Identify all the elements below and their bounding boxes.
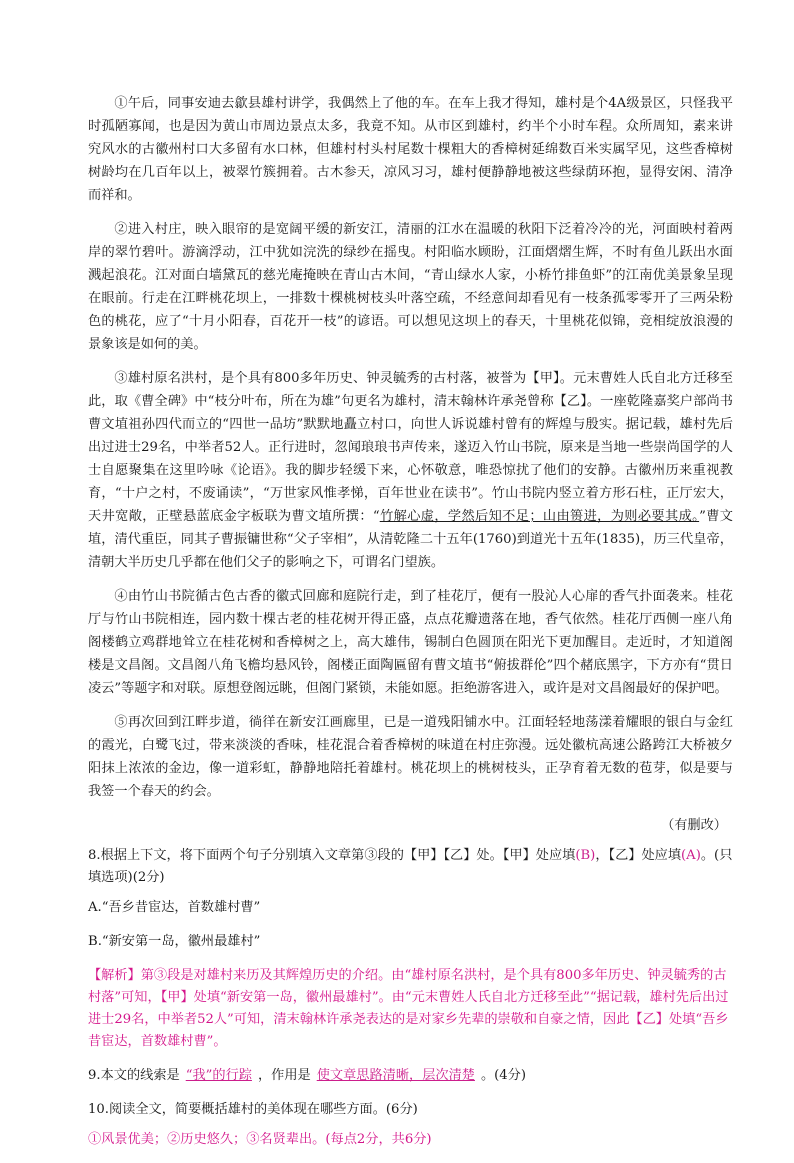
q9-answer-effect: 使文章思路清晰，层次清楚 (316, 1068, 475, 1083)
q8-stem-b: ，【乙】处应填 (595, 848, 682, 863)
q8-option-b: B.“新安第一岛，徽州最雄村” (88, 934, 261, 949)
question-8 (88, 845, 733, 889)
q8-answer-jia: (B) (575, 848, 596, 863)
paragraph-1: ①午后，同事安迪去歙县雄村讲学，我偶然上了他的车。在车上我才得知，雄村是个4A级景区，只怪我平时孤陋寡闻，也是因为黄山市周边景点太多，我竟不知。从市区到雄村，约半个小时车程。众所周知，素来讲究风水的古徽州村口大多留有水口林，但雄村村头村尾数十棵粗大的香樟树延绵数百米实属罕见，这些香樟树树龄均在几百年以上，被翠竹簇拥着。古木参天，凉风习习，雄村便静静地被这些绿荫环抱，显得安闲、清净而祥和。 (88, 96, 733, 203)
paragraph-3-part-a: ③雄村原名洪村，是个具有800多年历史、钟灵毓秀的古村落，被誉为【甲】。元末曹姓人氏自北方迁移至此，取《曹全碑》中“枝分叶布，所在为雄”句更名为雄村，清末翰林许承尧曾称【乙】。一座乾隆嘉奖户部尚书曹文埴祖孙四代而立的“四世一品坊”默默地矗立村口，向世人诉说雄村曾有的辉煌与殷实。据记载，雄村先后出过进士29名，中举者52人。正行进时，忽闻琅琅书声传来，遂迈入竹山书院，原来是当地一些崇尚国学的人士自愿聚集在这里吟咏《论语》。我的脚步轻缓下来，心怀敬意，唯恐惊扰了他们的安静。古徽州历来重视教育，“十户之村，不废诵读”，“万世家风惟孝悌，百年世业在读书”。竹山书院内竖立着方形石柱，正厅宏大，天井宽敞，正壁悬蓝底金字板联为曹文埴所撰：“ (88, 371, 733, 524)
q9-stem-c: 。(4分) (480, 1068, 527, 1083)
q9-answer-clue: “我”的行踪 (185, 1068, 252, 1083)
q8-stem-c: 。(只填选项)(2分) (88, 848, 733, 885)
paragraph-3-part-b: ”曹文埴，清代重臣，同其子曹振镛世称“父子宰相”，从清乾隆二十五年(1760)到道光十五年(1835)，历三代皇帝，清朝大半历史几乎都在他们父子的影响之下，可谓名门望族。 (88, 509, 733, 570)
q10-answer: ①风景优美；②历史悠久；③名贤辈出。(每点2分，共6分) (88, 1132, 432, 1147)
paragraph-2: ②进入村庄，映入眼帘的是宽阔平缓的新安江，清丽的江水在温暖的秋阳下泛着冷冷的光，河面映村着两岸的翠竹碧叶。游滴浮动，江中犹如浣洗的绿纱在摇曳。村阳临水顾盼，江面熠熠生辉，不时有鱼儿跃出水面溅起浪花。江对面白墙黛瓦的慈光庵掩映在青山古木间，“青山绿水人家，小桥竹排鱼虾”的江南优美景象呈现在眼前。行走在江畔桃花坝上，一排数十棵桃树枝头叶落空疏，不经意间却看见有一枝条孤零零开了三两朵粉色的桃花，应了“十月小阳春，百花开一枝”的谚语。可以想见这坝上的春天，十里桃花似锦，竞相绽放浪漫的景象该是如何的美。 (88, 222, 733, 352)
question-10: 10.阅读全文，简要概括雄村的美体现在哪些方面。(6分) (88, 1102, 418, 1117)
document-page (88, 92, 733, 1163)
q8-option-a: A.“吾乡昔宦达，首数雄村曹” (88, 900, 261, 915)
paragraph-4: ④由竹山书院循古色古香的徽式回廊和庭院行走，到了桂花厅，便有一股沁人心扉的香气扑面袭来。桂花厅与竹山书院相连，园内数十棵古老的桂花树开得正盛，点点花瓣遗落在地，香气依然。桂花厅西侧一座八角阁楼鹤立鸡群地耸立在桂花树和香樟树之上，高大雄伟，锡制白色圆顶在阳光下更加醒目。走近时，才知道阁楼是文昌阁。文昌阁八角飞檐均悬风铃，阁楼正面陶匾留有曹文埴书“俯拔群伦”四个赭底黑字，下方亦有“贯日凌云”等题字和对联。原想登阁远眺，但阁门紧锁，未能如愿。拒绝游客进入，或许是对文昌阁最好的保护吧。 (88, 589, 733, 696)
q9-stem-a: 9.本文的线索是 (88, 1068, 180, 1083)
q8-answer-yi: (A) (681, 848, 701, 863)
q8-stem-a: 8.根据上下文，将下面两个句子分别填入文章第③段的【甲】【乙】处。【甲】处应填 (88, 848, 576, 863)
paragraph-5: ⑤再次回到江畔步道，徜徉在新安江画廊里，已是一道残阳铺水中。江面轻轻地荡漾着耀眼的银白与金红的霞光，白鹭飞过，带来淡淡的香味，桂花混合着香樟树的味道在村庄弥漫。远处徽杭高速公路跨江大桥被夕阳抹上浓浓的金边，像一道彩虹，静静地陪托着雄村。桃花坝上的桃树枝头，正孕育着无数的苞芽，似是要与我签一个春天的约会。 (88, 715, 733, 799)
paragraph-3 (88, 367, 733, 574)
q9-stem-b: ，作用是 (257, 1068, 311, 1083)
question-9 (88, 1065, 733, 1087)
source-note: （有删改） (661, 818, 727, 833)
paragraph-3-underlined: 竹解心虚，学然后知不足；山由篑进，为则必要其成。 (379, 509, 700, 524)
q8-analysis: 【解析】第③段是对雄村来历及其辉煌历史的介绍。由“雄村原名洪村，是个具有800多年历史、钟灵毓秀的古村落”可知，【甲】处填“新安第一岛，徽州最雄村”。由“元末曹姓人氏自北方迁移至此”“据记载，雄村先后出过进士29名，中举者52人”可知，清末翰林许承尧表达的是对家乡先辈的崇敬和自豪之情，因此【乙】处填“吾乡昔宦达，首数雄村曹”。 (88, 968, 729, 1049)
